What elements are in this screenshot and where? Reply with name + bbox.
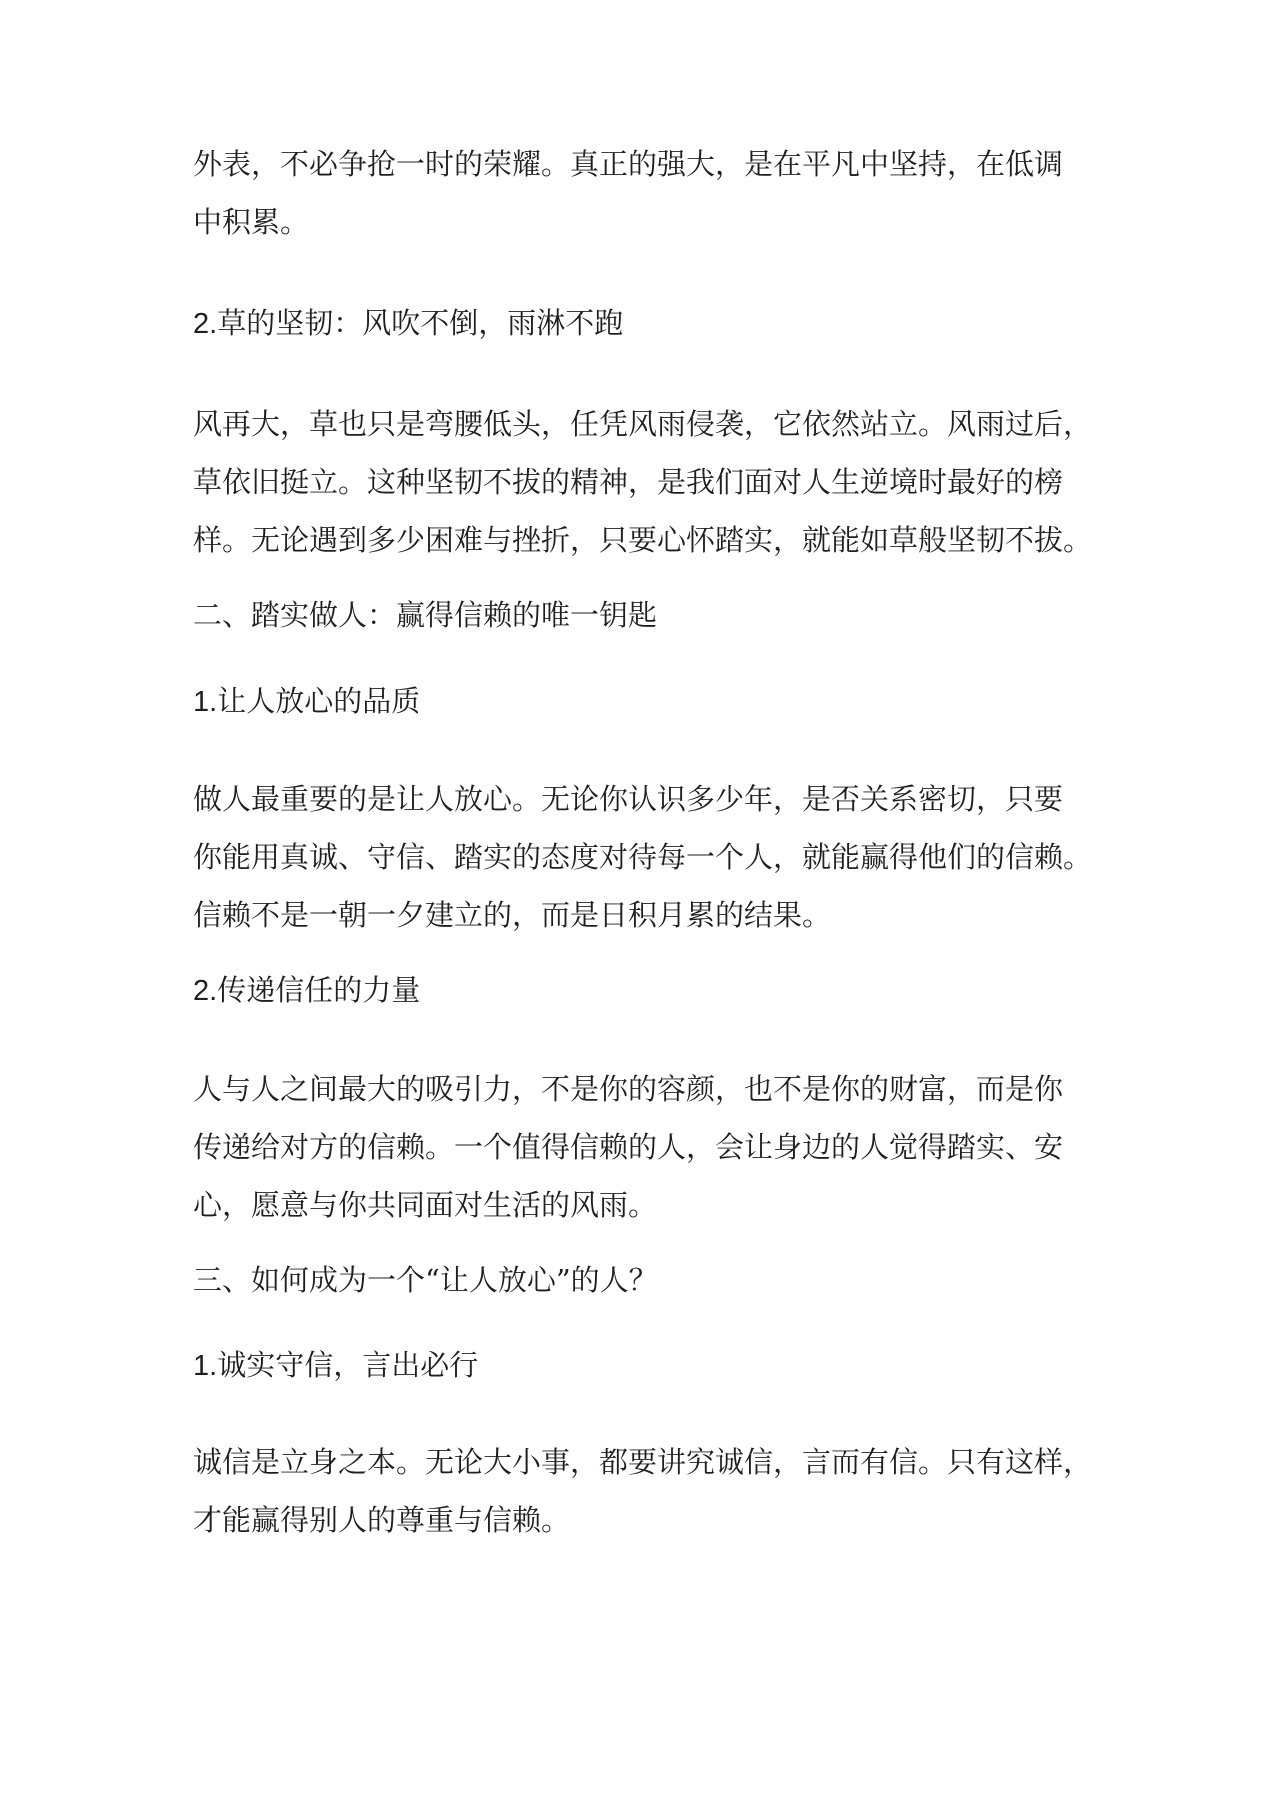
section-line: 三、如何成为一个“让人放心”的人？ [193,1263,658,1297]
heading-number: 1. [193,686,218,718]
section-line: 二、踏实做人：赢得信赖的唯一钥匙 [193,598,658,632]
heading-text: 诚实守信，言出必行 [217,1348,479,1382]
paragraph-line: 风再大，草也只是弯腰低头，任凭风雨侵袭，它依然站立。风雨过后， [193,407,1093,441]
section-three-heading [193,1260,1083,1300]
paragraph-grass [193,395,1093,569]
heading-honesty [193,1345,1083,1385]
heading-number: 2. [193,975,218,1007]
paragraph-line: 心，愿意与你共同面对生活的风雨。 [193,1188,658,1222]
section-two-heading [193,595,1083,635]
heading-line [193,1345,1083,1385]
paragraph-line: 做人最重要的是让人放心。无论你认识多少年，是否关系密切，只要 [193,782,1064,816]
paragraph-honesty [193,1433,1093,1549]
heading-power-of-trust [193,970,1083,1010]
paragraph-line: 草依旧挺立。这种坚韧不拔的精神，是我们面对人生逆境时最好的榜 [193,465,1064,499]
paragraph-line: 外表，不必争抢一时的荣耀。真正的强大，是在平凡中坚持，在低调 [193,147,1064,181]
paragraph-line: 中积累。 [193,205,310,239]
heading-text: 让人放心的品质 [217,684,421,718]
heading-number: 1. [193,1350,218,1382]
intro-paragraph [193,135,1083,251]
paragraph-trust [193,1060,1083,1234]
paragraph-line: 诚信是立身之本。无论大小事，都要讲究诚信，言而有信。只有这样， [193,1445,1093,1479]
heading-reassuring-quality [193,681,1083,721]
heading-line [193,303,1083,343]
heading-grass-resilience [193,303,1083,343]
heading-number: 2. [193,308,218,340]
heading-text: 草的坚韧：风吹不倒，雨淋不跑 [217,306,624,340]
paragraph-line: 人与人之间最大的吸引力，不是你的容颜，也不是你的财富，而是你 [193,1072,1064,1106]
heading-line [193,681,1083,721]
paragraph-line: 传递给对方的信赖。一个值得信赖的人，会让身边的人觉得踏实、安 [193,1130,1064,1164]
paragraph-line: 你能用真诚、守信、踏实的态度对待每一个人，就能赢得他们的信赖。 [193,840,1093,874]
heading-text: 传递信任的力量 [217,973,421,1007]
paragraph-line: 信赖不是一朝一夕建立的，而是日积月累的结果。 [193,898,832,932]
paragraph-quality [193,770,1093,944]
heading-line [193,970,1083,1010]
paragraph-line: 才能赢得别人的尊重与信赖。 [193,1503,571,1537]
paragraph-line: 样。无论遇到多少困难与挫折，只要心怀踏实，就能如草般坚韧不拔。 [193,523,1093,557]
